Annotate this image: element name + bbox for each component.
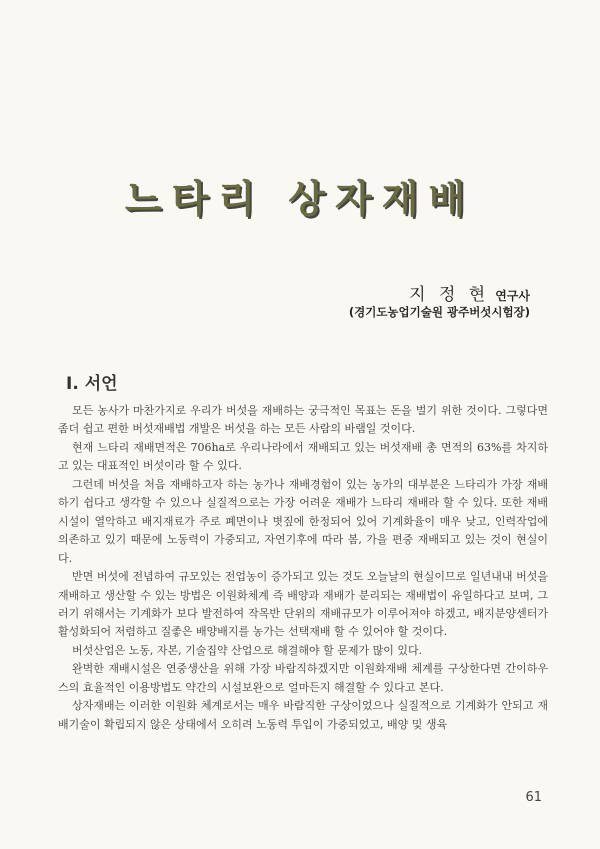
body-text: [58, 402, 548, 734]
paragraph: 모든 농사가 마찬가지로 우리가 버섯을 재배하는 궁극적인 목표는 돈을 벌기 위한 것이다. 그렇다면 좀더 쉽고 편한 버섯재배법 개발은 버섯을 하는 모든 사람의 바램일 것이다.: [58, 404, 548, 436]
paragraph: 현재 느타리 재배면적은 706ha로 우리나라에서 재배되고 있는 버섯재배 총 면적의 63%를 차지하고 있는 대표적인 버섯이라 할 수 있다.: [58, 440, 548, 473]
section-heading: Ⅰ. 서언: [66, 374, 118, 394]
paragraph: 버섯산업은 노동, 자본, 기술집약 산업으로 해결해야 할 문제가 많이 있다.: [72, 643, 423, 657]
author-affiliation: (경기도농업기술원 광주버섯시험장): [348, 305, 530, 319]
article-title: 느타리 상자재배: [124, 177, 476, 221]
author-name: 지 정 현: [409, 285, 490, 305]
author-role: 연구사: [495, 289, 530, 303]
paragraph: 반면 버섯에 전념하여 규모있는 전업농이 증가되고 있는 것도 오늘날의 현실이므로 일년내내 버섯을 재배하고 생산할 수 있는 방법은 이원화체계 즉 배양과 재배가 분리되는 재배법이 유일하다고 보며, 그러기 위해서는 기계화가 보다 발전하여 작목반 단위의 재배규모가 이루어져야 하겠고, 배지분양센터가 활성화되어 저렴하고 질좋은 배양배지를 농가는 선택재배 할 수 있어야 할 것이다.: [58, 570, 548, 639]
page-number: 61: [525, 790, 542, 805]
paragraph: 상자재배는 이러한 이원화 체계로서는 매우 바람직한 구상이었으나 실질적으로 기계화가 안되고 재배기술이 확립되지 않은 상태에서 오히려 노동력 투입이 가중되었고, 배양 및 생육: [58, 699, 548, 731]
paragraph: 그런데 버섯을 처음 재배하고자 하는 농가나 재배경험이 있는 농가의 대부분은 느타리가 가장 재배하기 쉽다고 생각할 수 있으나 실질적으로는 가장 어려운 재배가 느타리 재배라 할 수 있다. 또한 재배시설이 열악하고 배지재료가 주로 폐면이나 볏짚에 한정되어 있어 기계화율이 매우 낮고, 인력작업에 의존하고 있기 때문에 노동력이 가중되고, 자연기후에 따라 봄, 가을 편중 재배되고 있는 것이 현실이다.: [58, 477, 548, 565]
author-line: [409, 280, 530, 305]
paragraph: 완벽한 재배시설은 연중생산을 위해 가장 바람직하겠지만 이원화재배 체계를 구상한다면 간이하우스의 효율적인 이용방법도 약간의 시설보완으로 얼마든지 해결할 수 있다고 본다.: [58, 662, 548, 694]
